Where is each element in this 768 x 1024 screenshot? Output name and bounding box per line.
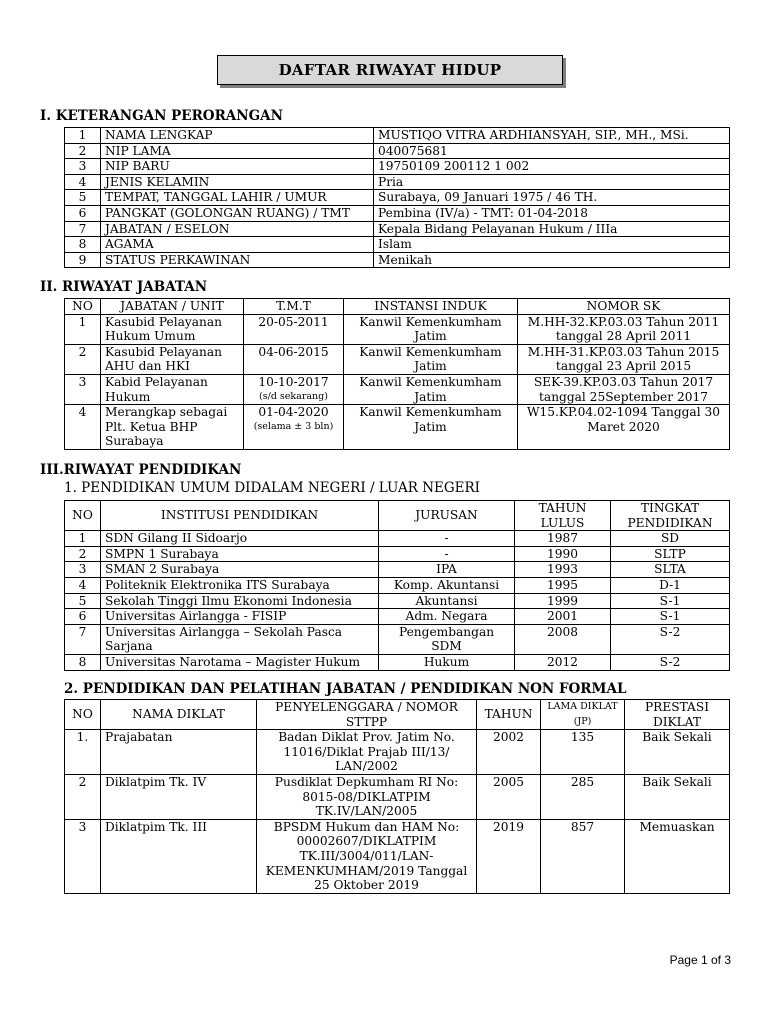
institution-cell: SMAN 2 Surabaya bbox=[101, 562, 379, 578]
column-header: INSTANSI INDUK bbox=[344, 299, 518, 315]
row-number: 1. bbox=[65, 730, 101, 775]
sk-number-cell: M.HH-31.KP.03.03 Tahun 2015 tanggal 23 April 2015 bbox=[518, 344, 730, 374]
tmt-date: 20-05-2011 bbox=[258, 314, 329, 329]
job-history-table bbox=[64, 298, 730, 450]
field-label: NAMA LENGKAP bbox=[101, 128, 374, 144]
tmt-note: (selama ± 3 bln) bbox=[253, 420, 334, 432]
field-value: 19750109 200112 1 002 bbox=[374, 159, 730, 175]
row-number: 1 bbox=[65, 128, 101, 144]
field-value: Surabaya, 09 Januari 1975 / 46 TH. bbox=[374, 190, 730, 206]
level-cell: S-1 bbox=[611, 609, 730, 625]
field-value: MUSTIQO VITRA ARDHIANSYAH, SIP., MH., MSi. bbox=[374, 128, 730, 144]
agency-cell: Kanwil Kemenkumham Jatim bbox=[344, 344, 518, 374]
field-label: JABATAN / ESELON bbox=[101, 221, 374, 237]
level-cell: S-2 bbox=[611, 654, 730, 670]
page-number: Page 1 of 3 bbox=[669, 953, 731, 967]
field-label: STATUS PERKAWINAN bbox=[101, 252, 374, 268]
row-number: 4 bbox=[65, 577, 101, 593]
institution-cell: Universitas Airlangga – Sekolah Pasca Sarjana bbox=[101, 624, 379, 654]
column-header: NAMA DIKLAT bbox=[101, 700, 257, 730]
table-row bbox=[65, 593, 730, 609]
field-label: NIP BARU bbox=[101, 159, 374, 175]
row-number: 6 bbox=[65, 205, 101, 221]
personal-info-table bbox=[64, 127, 730, 268]
table-row bbox=[65, 344, 730, 374]
general-education-subheading: 1. PENDIDIKAN UMUM DIDALAM NEGERI / LUAR NEGERI bbox=[64, 480, 481, 496]
year-cell: 2012 bbox=[515, 654, 611, 670]
table-row bbox=[65, 374, 730, 404]
year-cell: 2001 bbox=[515, 609, 611, 625]
field-value: Islam bbox=[374, 237, 730, 253]
column-header: NO bbox=[65, 501, 101, 531]
year-cell: 1995 bbox=[515, 577, 611, 593]
level-cell: S-2 bbox=[611, 624, 730, 654]
organizer-cell: Badan Diklat Prov. Jatim No. 11016/Diklat Prajab III/13/ LAN/2002 bbox=[257, 730, 477, 775]
agency-cell: Kanwil Kemenkumham Jatim bbox=[344, 314, 518, 344]
field-value: Kepala Bidang Pelayanan Hukum / IIIa bbox=[374, 221, 730, 237]
table-row bbox=[65, 624, 730, 654]
table-row bbox=[65, 577, 730, 593]
general-education-table bbox=[64, 500, 730, 671]
major-cell: IPA bbox=[379, 562, 515, 578]
position-cell: Kasubid Pelayanan AHU dan HKI bbox=[101, 344, 244, 374]
institution-cell: Universitas Airlangga - FISIP bbox=[101, 609, 379, 625]
major-cell: Komp. Akuntansi bbox=[379, 577, 515, 593]
level-cell: SD bbox=[611, 531, 730, 547]
achievement-cell: Baik Sekali bbox=[625, 730, 730, 775]
column-header: NOMOR SK bbox=[518, 299, 730, 315]
tmt-cell bbox=[244, 405, 344, 450]
training-name-cell: Prajabatan bbox=[101, 730, 257, 775]
tmt-cell bbox=[244, 344, 344, 374]
tmt-note: (s/d sekarang) bbox=[259, 390, 328, 402]
year-cell: 2002 bbox=[477, 730, 541, 775]
table-row bbox=[65, 562, 730, 578]
table-row bbox=[65, 609, 730, 625]
table-row bbox=[65, 774, 730, 819]
table-row bbox=[65, 405, 730, 450]
tmt-date: 01-04-2020 bbox=[258, 405, 329, 420]
row-number: 9 bbox=[65, 252, 101, 268]
document-title: DAFTAR RIWAYAT HIDUP bbox=[217, 55, 563, 85]
tmt-cell bbox=[244, 374, 344, 404]
field-label: JENIS KELAMIN bbox=[101, 174, 374, 190]
row-number: 5 bbox=[65, 190, 101, 206]
year-cell: 1999 bbox=[515, 593, 611, 609]
position-cell: Kasubid Pelayanan Hukum Umum bbox=[101, 314, 244, 344]
row-number: 2 bbox=[65, 143, 101, 159]
sk-number-cell: W15.KP.04.02-1094 Tanggal 30 Maret 2020 bbox=[518, 405, 730, 450]
tmt-date: 04-06-2015 bbox=[258, 344, 329, 359]
major-cell: Akuntansi bbox=[379, 593, 515, 609]
table-row bbox=[65, 314, 730, 344]
section-3-heading: III.RIWAYAT PENDIDIKAN bbox=[40, 462, 242, 478]
training-subheading: 2. PENDIDIKAN DAN PELATIHAN JABATAN / PENDIDIKAN NON FORMAL bbox=[64, 681, 627, 697]
row-number: 3 bbox=[65, 819, 101, 893]
table-row bbox=[65, 546, 730, 562]
level-cell: S-1 bbox=[611, 593, 730, 609]
table-row bbox=[65, 143, 730, 159]
year-cell: 1990 bbox=[515, 546, 611, 562]
column-header: TINGKAT PENDIDIKAN bbox=[611, 501, 730, 531]
organizer-cell: BPSDM Hukum dan HAM No: 00002607/DIKLATPIM TK.III/3004/011/LAN- KEMENKUMHAM/2019 Tanggal 25 Oktober 2019 bbox=[257, 819, 477, 893]
row-number: 3 bbox=[65, 374, 101, 404]
hours-cell: 135 bbox=[541, 730, 625, 775]
year-cell: 1993 bbox=[515, 562, 611, 578]
row-number: 3 bbox=[65, 159, 101, 175]
agency-cell: Kanwil Kemenkumham Jatim bbox=[344, 405, 518, 450]
row-number: 4 bbox=[65, 405, 101, 450]
major-cell: Pengembangan SDM bbox=[379, 624, 515, 654]
institution-cell: Universitas Narotama – Magister Hukum bbox=[101, 654, 379, 670]
field-label: NIP LAMA bbox=[101, 143, 374, 159]
table-header-row bbox=[65, 501, 730, 531]
training-table bbox=[64, 699, 730, 894]
table-row bbox=[65, 531, 730, 547]
major-cell: Hukum bbox=[379, 654, 515, 670]
row-number: 2 bbox=[65, 774, 101, 819]
row-number: 3 bbox=[65, 562, 101, 578]
field-label: TEMPAT, TANGGAL LAHIR / UMUR bbox=[101, 190, 374, 206]
table-row bbox=[65, 252, 730, 268]
column-header: PENYELENGGARA / NOMOR STTPP bbox=[257, 700, 477, 730]
row-number: 7 bbox=[65, 221, 101, 237]
achievement-cell: Memuaskan bbox=[625, 819, 730, 893]
column-header: TAHUN bbox=[477, 700, 541, 730]
table-row bbox=[65, 221, 730, 237]
level-cell: D-1 bbox=[611, 577, 730, 593]
column-header: PRESTASI DIKLAT bbox=[625, 700, 730, 730]
level-cell: SLTA bbox=[611, 562, 730, 578]
column-header: NO bbox=[65, 299, 101, 315]
hours-cell: 285 bbox=[541, 774, 625, 819]
column-header: NO bbox=[65, 700, 101, 730]
row-number: 8 bbox=[65, 654, 101, 670]
row-number: 7 bbox=[65, 624, 101, 654]
sk-number-cell: SEK-39.KP.03.03 Tahun 2017 tanggal 25September 2017 bbox=[518, 374, 730, 404]
column-header: LAMA DIKLAT (JP) bbox=[541, 700, 625, 730]
row-number: 2 bbox=[65, 344, 101, 374]
row-number: 2 bbox=[65, 546, 101, 562]
table-row bbox=[65, 159, 730, 175]
table-row bbox=[65, 237, 730, 253]
field-value: Menikah bbox=[374, 252, 730, 268]
sk-number-cell: M.HH-32.KP.03.03 Tahun 2011 tanggal 28 April 2011 bbox=[518, 314, 730, 344]
table-row bbox=[65, 190, 730, 206]
major-cell: Adm. Negara bbox=[379, 609, 515, 625]
major-cell: - bbox=[379, 546, 515, 562]
table-row bbox=[65, 174, 730, 190]
training-name-cell: Diklatpim Tk. III bbox=[101, 819, 257, 893]
column-header: T.M.T bbox=[244, 299, 344, 315]
column-header: TAHUN LULUS bbox=[515, 501, 611, 531]
institution-cell: SMPN 1 Surabaya bbox=[101, 546, 379, 562]
major-cell: - bbox=[379, 531, 515, 547]
field-value: 040075681 bbox=[374, 143, 730, 159]
row-number: 5 bbox=[65, 593, 101, 609]
year-cell: 2019 bbox=[477, 819, 541, 893]
training-name-cell: Diklatpim Tk. IV bbox=[101, 774, 257, 819]
year-cell: 1987 bbox=[515, 531, 611, 547]
column-header: JABATAN / UNIT bbox=[101, 299, 244, 315]
row-number: 1 bbox=[65, 314, 101, 344]
section-2-heading: II. RIWAYAT JABATAN bbox=[40, 279, 208, 295]
table-row bbox=[65, 654, 730, 670]
institution-cell: SDN Gilang II Sidoarjo bbox=[101, 531, 379, 547]
position-cell: Merangkap sebagai Plt. Ketua BHP Surabaya bbox=[101, 405, 244, 450]
table-header-row bbox=[65, 299, 730, 315]
organizer-cell: Pusdiklat Depkumham RI No: 8015-08/DIKLATPIM TK.IV/LAN/2005 bbox=[257, 774, 477, 819]
row-number: 1 bbox=[65, 531, 101, 547]
tmt-date: 10-10-2017 bbox=[258, 374, 329, 389]
column-header: JURUSAN bbox=[379, 501, 515, 531]
year-cell: 2005 bbox=[477, 774, 541, 819]
field-value: Pembina (IV/a) - TMT: 01-04-2018 bbox=[374, 205, 730, 221]
institution-cell: Politeknik Elektronika ITS Surabaya bbox=[101, 577, 379, 593]
field-label: AGAMA bbox=[101, 237, 374, 253]
field-label: PANGKAT (GOLONGAN RUANG) / TMT bbox=[101, 205, 374, 221]
tmt-cell bbox=[244, 314, 344, 344]
field-value: Pria bbox=[374, 174, 730, 190]
table-row bbox=[65, 128, 730, 144]
achievement-cell: Baik Sekali bbox=[625, 774, 730, 819]
table-row bbox=[65, 730, 730, 775]
level-cell: SLTP bbox=[611, 546, 730, 562]
year-cell: 2008 bbox=[515, 624, 611, 654]
row-number: 6 bbox=[65, 609, 101, 625]
institution-cell: Sekolah Tinggi Ilmu Ekonomi Indonesia bbox=[101, 593, 379, 609]
row-number: 4 bbox=[65, 174, 101, 190]
row-number: 8 bbox=[65, 237, 101, 253]
section-1-heading: I. KETERANGAN PERORANGAN bbox=[40, 108, 283, 124]
hours-cell: 857 bbox=[541, 819, 625, 893]
table-row bbox=[65, 819, 730, 893]
agency-cell: Kanwil Kemenkumham Jatim bbox=[344, 374, 518, 404]
table-row bbox=[65, 205, 730, 221]
table-header-row bbox=[65, 700, 730, 730]
position-cell: Kabid Pelayanan Hukum bbox=[101, 374, 244, 404]
column-header: INSTITUSI PENDIDIKAN bbox=[101, 501, 379, 531]
